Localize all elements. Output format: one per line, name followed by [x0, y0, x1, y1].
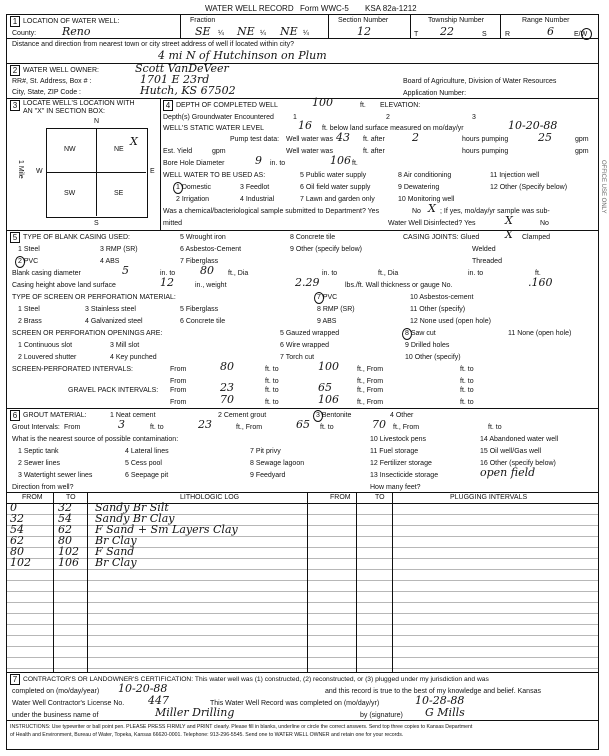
cas-asbestos[interactable]: 6 Asbestos-Cement	[180, 246, 242, 253]
opn-other[interactable]: 10 Other (specify)	[405, 354, 461, 361]
scr-rmp[interactable]: 8 RMP (SR)	[317, 306, 355, 313]
cas-other[interactable]: 9 Other (specify below)	[290, 246, 362, 253]
opn-cont[interactable]: 1 Continuous slot	[18, 342, 73, 349]
scr-steel[interactable]: 1 Steel	[18, 306, 40, 313]
bus-value: Miller Drilling	[155, 706, 235, 719]
s4-num: 4	[163, 100, 173, 111]
gi-ftto3: ft. to	[488, 424, 502, 431]
instructions-2: of Health and Environment, Bureau of Water, Topeka, Kansas 66620-0001. Telephone: 913-296-5545. Send one to WATER WELL OWNER and retain one for your records.	[10, 732, 404, 738]
diam-into2: in. to	[322, 270, 338, 277]
pump-hours: 2	[412, 131, 419, 144]
diam-into3: in. to	[468, 270, 484, 277]
gi-label: Grout Intervals:	[12, 424, 60, 431]
well-x-mark: X	[130, 135, 138, 148]
locate-label2: AN "X" IN SECTION BOX:	[23, 108, 105, 115]
depth-value: 100	[312, 96, 333, 109]
src-lagoon[interactable]: 8 Sewage lagoon	[250, 460, 305, 467]
east-label: E	[150, 168, 155, 175]
township-label: Township Number	[428, 17, 485, 24]
grav-from2: From	[170, 399, 187, 406]
diam-into: in. to	[160, 270, 176, 277]
frac1: SE	[195, 25, 211, 38]
log-cell: 102	[58, 545, 79, 558]
plug-from-head: FROM	[330, 494, 351, 501]
casing-label: TYPE OF BLANK CASING USED:	[23, 234, 130, 241]
gi-ftto2: ft. to	[320, 424, 334, 431]
gi-ftfrom: ft., From	[236, 424, 263, 431]
src-septic[interactable]: 1 Septic tank	[18, 448, 59, 455]
diam-to: 80	[200, 264, 214, 277]
section-label: Section Number	[338, 17, 389, 24]
log-cell: 62	[58, 523, 72, 536]
cert-label: CONTRACTOR'S OR LANDOWNER'S CERTIFICATION: This water well was (1) constructed, (2) reconstructed, or (3) plugged under my jurisdiction and was	[23, 676, 489, 683]
src-abandoned[interactable]: 14 Abandoned water well	[480, 436, 559, 443]
use-lawn[interactable]: 7 Lawn and garden only	[300, 196, 375, 203]
mile-label: 1 Mile	[17, 160, 24, 179]
scr-galv[interactable]: 4 Galvanized steel	[85, 318, 143, 325]
log-cell: Br Clay	[95, 534, 137, 547]
scr-asbestos[interactable]: 10 Asbestos-cement	[410, 294, 474, 301]
log-cell: F Sand + Sm Layers Clay	[95, 523, 238, 536]
joints-clamped: Clamped	[522, 234, 551, 241]
opn-mill[interactable]: 3 Mill slot	[110, 342, 140, 349]
section-value: 12	[357, 25, 371, 38]
diam-ftdia: ft., Dia	[228, 270, 249, 277]
src-oilgas[interactable]: 15 Oil well/Gas well	[480, 448, 542, 455]
quarter3: ¼	[303, 30, 309, 37]
gi-ftto: ft. to	[150, 424, 164, 431]
distance-label: Distance and direction from nearest town or city street address of well if located within city?	[12, 41, 295, 48]
cas-steel[interactable]: 1 Steel	[18, 246, 40, 253]
hours2-label: hours pumping	[462, 148, 509, 155]
log-to-head: TO	[66, 494, 76, 501]
pump-gpm: 25	[538, 131, 552, 144]
gm-neat[interactable]: 1 Neat cement	[110, 412, 156, 419]
gpm2-label: gpm	[575, 148, 589, 155]
chem-no: No	[412, 208, 421, 215]
distance-value: 4 mi N of Hutchinson on Plum	[158, 49, 327, 62]
cas-rmp[interactable]: 3 RMP (SR)	[100, 246, 138, 253]
joints-x: X	[505, 228, 513, 241]
s5-num: 5	[10, 232, 20, 243]
gauge-value: .160	[528, 276, 553, 289]
perf-from2: From	[170, 378, 187, 385]
nw-label: NW	[64, 146, 76, 153]
county-label: County:	[12, 30, 37, 37]
bore-value: 9	[255, 154, 262, 167]
perf-ftto4: ft. to	[460, 378, 474, 385]
scr-abs[interactable]: 9 ABS	[317, 318, 337, 325]
north-label: N	[94, 118, 100, 125]
opn-none[interactable]: 11 None (open hole)	[508, 330, 572, 337]
gravel-label: GRAVEL PACK INTERVALS:	[68, 387, 159, 394]
range-value: 6	[547, 25, 554, 38]
app-label: Application Number:	[403, 90, 467, 97]
grav1-to: 65	[318, 381, 332, 394]
diam-ft: ft.	[535, 270, 541, 277]
grav2-from: 70	[220, 393, 234, 406]
rec-label: This Water Well Record was completed on (mo/day/yr)	[210, 700, 380, 707]
use-feedlot[interactable]: 3 Feedlot	[240, 184, 270, 191]
elev-label: ELEVATION:	[380, 102, 421, 109]
use-other[interactable]: 12 Other (Specify below)	[490, 184, 568, 191]
opn-gauze[interactable]: 5 Gauzed wrapped	[280, 330, 340, 337]
gw3: 3	[472, 114, 476, 121]
mitted-label: mitted	[163, 220, 183, 227]
pump-label: Pump test data:	[230, 136, 280, 143]
src-feedyard[interactable]: 9 Feedyard	[250, 472, 286, 479]
opn-wire[interactable]: 6 Wire wrapped	[280, 342, 330, 349]
frac3: NE	[280, 25, 298, 38]
src-other[interactable]: 16 Other (specify below)	[480, 460, 556, 467]
gi-to2-v: 70	[372, 418, 386, 431]
src-fert[interactable]: 12 Fertilizer storage	[370, 460, 432, 467]
dir-label: Direction from well?	[12, 484, 74, 491]
src-privy[interactable]: 7 Pit privy	[250, 448, 281, 455]
src-label: What is the nearest source of possible contamination:	[12, 436, 179, 443]
instructions-1: INSTRUCTIONS: Use typewriter or ball point pen. PLEASE PRESS FIRMLY and PRINT clearly. Please fill in blanks, underline or circle the correct answers. Send top three copies to Kansas Department	[10, 724, 473, 730]
plug-to-head: TO	[375, 494, 385, 501]
yield-label: Est. Yield	[163, 148, 193, 155]
weight-value: 2.29	[295, 276, 320, 289]
west-label: W	[36, 168, 43, 175]
gi-ftfrom2: ft., From	[393, 424, 420, 431]
disinf-x: X	[505, 214, 513, 227]
use-label: WELL WATER TO BE USED AS:	[163, 172, 266, 179]
src-seepage[interactable]: 6 Seepage pit	[125, 472, 169, 479]
bore-to: 106	[330, 154, 351, 167]
cas-fiberglass[interactable]: 7 Fiberglass	[180, 258, 219, 265]
comp-label: completed on (mo/day/year)	[12, 688, 100, 695]
gpm-label: gpm	[575, 136, 589, 143]
use-injection[interactable]: 11 Injection well	[490, 172, 540, 179]
src-fuel[interactable]: 11 Fuel storage	[370, 448, 419, 455]
log-cell: 32	[10, 512, 24, 525]
cas-abs[interactable]: 4 ABS	[100, 258, 120, 265]
after2-label: ft. after	[363, 148, 385, 155]
t-label: T	[414, 31, 419, 38]
form-number: Form WWC-5	[300, 4, 349, 13]
gm-cement[interactable]: 2 Cement grout	[218, 412, 267, 419]
pump-level: 43	[336, 131, 350, 144]
rec-value: 10-28-88	[415, 694, 465, 707]
log-from-head: FROM	[22, 494, 43, 501]
perf-from: From	[170, 366, 187, 373]
gw-label: Depth(s) Groundwater Encountered	[163, 114, 274, 121]
scr-stainless[interactable]: 3 Stainless steel	[85, 306, 136, 313]
weight-label: in., weight	[195, 282, 227, 289]
quarter2: ¼	[260, 30, 266, 37]
gm-other[interactable]: 4 Other	[390, 412, 414, 419]
s1-label: LOCATION OF WATER WELL:	[23, 18, 120, 25]
s2-num: 2	[10, 65, 20, 76]
log-cell: Sandy Br Silt	[95, 501, 169, 514]
ft-label: ft.	[360, 102, 366, 109]
frac2: NE	[237, 25, 255, 38]
grav-from: From	[170, 387, 187, 394]
grav-ftto4: ft. to	[460, 399, 474, 406]
gi-from2-v: 65	[296, 418, 310, 431]
screen-label: TYPE OF SCREEN OR PERFORATION MATERIAL:	[12, 294, 176, 301]
board-label: Board of Agriculture, Division of Water Resources	[403, 78, 557, 85]
perf-ftto: ft. to	[265, 366, 279, 373]
addr-label: RR#, St. Address, Box # :	[12, 78, 92, 85]
wwas-label: Well water was	[286, 136, 333, 143]
bus-label: under the business name of	[12, 712, 99, 719]
cas-concrete[interactable]: 8 Concrete tile	[290, 234, 336, 241]
use-public[interactable]: 5 Public water supply	[300, 172, 367, 179]
use-domestic[interactable]: 1 Domestic	[176, 184, 212, 191]
opn-drill[interactable]: 9 Drilled holes	[405, 342, 450, 349]
diam-ftdia2: ft., Dia	[378, 270, 399, 277]
bore-into: in. to	[270, 160, 286, 167]
grav-ftfrom2: ft., From	[357, 399, 384, 406]
form-title: WATER WELL RECORD	[205, 4, 294, 13]
grav-ftfrom: ft., From	[357, 387, 384, 394]
chem-x: X	[428, 202, 436, 215]
grav-ftto3: ft. to	[265, 399, 279, 406]
log-cell: F Sand	[95, 545, 135, 558]
scr-brass[interactable]: 2 Brass	[18, 318, 42, 325]
log-cell: 106	[58, 556, 79, 569]
log-cell: 0	[10, 501, 17, 514]
ne-label: NE	[114, 146, 124, 153]
gi-from-v: 3	[118, 418, 125, 431]
owner-value: Scott VanDeVeer	[135, 62, 229, 75]
disinf-no: No	[540, 220, 549, 227]
static-date: 10-20-88	[508, 119, 558, 132]
owner-label: WATER WELL OWNER:	[23, 67, 99, 74]
office-use-sidebar: OFFICE USE ONLY	[600, 160, 606, 214]
s3-num: 3	[10, 100, 20, 111]
src-livestock[interactable]: 10 Livestock pens	[370, 436, 427, 443]
use-industrial[interactable]: 4 Industrial	[240, 196, 275, 203]
joints-label: CASING JOINTS: Glued	[403, 234, 480, 241]
addr-value: 1701 E 23rd	[140, 73, 210, 86]
lbsft-label: lbs./ft. Wall thickness or gauge No.	[345, 282, 453, 289]
opn-torch[interactable]: 7 Torch cut	[280, 354, 315, 361]
gi-from: From	[64, 424, 81, 431]
log-cell: 80	[58, 534, 72, 547]
scr-pvc[interactable]: 7 PVC	[317, 294, 338, 301]
howmany-label: How many feet?	[370, 484, 421, 491]
log-cell: 102	[10, 556, 31, 569]
city-value: Hutch, KS 67502	[140, 84, 236, 97]
lic-value: 447	[148, 694, 169, 707]
use-ac[interactable]: 8 Air conditioning	[398, 172, 452, 179]
opn-louver[interactable]: 2 Louvered shutter	[18, 354, 77, 361]
height-value: 12	[160, 276, 174, 289]
s6-num: 6	[10, 410, 20, 421]
by-label: by (signature)	[360, 712, 403, 719]
ifyes-label: ; If yes, mo/day/yr sample was sub-	[440, 208, 550, 215]
disinf-label: Water Well Disinfected? Yes	[388, 220, 476, 227]
perf-from-v: 80	[220, 360, 234, 373]
perf-to-v: 100	[318, 360, 339, 373]
log-cell: Sandy Br Clay	[95, 512, 175, 525]
log-litho-head: LITHOLOGIC LOG	[180, 494, 240, 501]
sw-label: SW	[64, 190, 76, 197]
hours-label: hours pumping	[462, 136, 509, 143]
bore-ft: ft.	[352, 160, 358, 167]
south-label: S	[94, 220, 99, 227]
scr-other[interactable]: 11 Other (specify)	[410, 306, 466, 313]
gi-to-v: 23	[198, 418, 212, 431]
use-oilfield[interactable]: 6 Oil field water supply	[300, 184, 371, 191]
gm-bentonite[interactable]: 3 Bentonite	[316, 412, 352, 419]
s-label: S	[482, 31, 487, 38]
src-lateral[interactable]: 4 Lateral lines	[125, 448, 169, 455]
signature: G Mills	[425, 706, 465, 719]
log-cell: 62	[10, 534, 24, 547]
scr-none[interactable]: 12 None used (open hole)	[410, 318, 491, 325]
perf-label: SCREEN-PERFORATED INTERVALS:	[12, 366, 133, 373]
static-label: WELL'S STATIC WATER LEVEL	[163, 125, 265, 132]
fraction-label: Fraction	[190, 17, 216, 24]
use-irrigation[interactable]: 2 Irrigation	[176, 196, 210, 203]
opn-key[interactable]: 4 Key punched	[110, 354, 157, 361]
wwas2-label: Well water was	[286, 148, 333, 155]
log-cell: 54	[10, 523, 24, 536]
chem-label: Was a chemical/bacteriological sample submitted to Department? Yes	[163, 208, 380, 215]
log-cell: Br Clay	[95, 556, 137, 569]
county-value: Reno	[62, 25, 91, 38]
src-watertight[interactable]: 3 Watertight sewer lines	[18, 472, 93, 479]
after-label: ft. after	[363, 136, 385, 143]
grout-label: GROUT MATERIAL:	[23, 412, 87, 419]
r-label: R	[505, 31, 511, 38]
height-label: Casing height above land surface	[12, 282, 116, 289]
perf-ftto3: ft. to	[265, 378, 279, 385]
diam-label: Blank casing diameter	[12, 270, 81, 277]
src-other-value: open field	[480, 466, 536, 479]
scr-fiber[interactable]: 5 Fiberglass	[180, 306, 219, 313]
city-label: City, State, ZIP Code :	[12, 89, 81, 96]
range-label: Range Number	[522, 17, 570, 24]
below-label: ft. below land surface measured on mo/day/yr	[322, 125, 464, 132]
use-dewater[interactable]: 9 Dewatering	[398, 184, 440, 191]
joints-welded: Welded	[472, 246, 496, 253]
township-value: 22	[440, 25, 454, 38]
true-label: and this record is true to the best of my knowledge and belief. Kansas	[325, 688, 541, 695]
scr-concrete[interactable]: 6 Concrete tile	[180, 318, 226, 325]
grav1-from: 23	[220, 381, 234, 394]
s7-num: 7	[10, 674, 20, 685]
cas-pvc[interactable]: 2 PVC	[18, 258, 39, 265]
gw2: 2	[386, 114, 390, 121]
src-sewer[interactable]: 2 Sewer lines	[18, 460, 61, 467]
ew-label: E/W	[574, 31, 588, 38]
open-label: SCREEN OR PERFORATION OPENINGS ARE:	[12, 330, 163, 337]
lic-label: Water Well Contractor's License No.	[12, 700, 125, 707]
grav-ftto: ft. to	[265, 387, 279, 394]
quarter1: ¼	[218, 30, 224, 37]
grav2-to: 106	[318, 393, 339, 406]
opn-saw[interactable]: 8 Saw cut	[405, 330, 436, 337]
ksa: KSA 82a-1212	[365, 4, 417, 13]
src-cess[interactable]: 5 Cess pool	[125, 460, 162, 467]
cas-wrought[interactable]: 5 Wrought iron	[180, 234, 226, 241]
s1-num: 1	[10, 16, 20, 27]
log-cell: 80	[10, 545, 24, 558]
gw1: 1	[293, 114, 297, 121]
log-cell: 54	[58, 512, 72, 525]
perf-ftto2: ft. to	[460, 366, 474, 373]
perf-ftfrom2: ft., From	[357, 378, 384, 385]
perf-ftfrom: ft., From	[357, 366, 384, 373]
locate-label: LOCATE WELL'S LOCATION WITH	[23, 100, 135, 107]
log-cell: 32	[58, 501, 72, 514]
yield-gpm: gpm	[212, 148, 226, 155]
diam-value: 5	[122, 264, 129, 277]
src-insect[interactable]: 13 Insecticide storage	[370, 472, 439, 479]
depth-label: DEPTH OF COMPLETED WELL	[176, 102, 278, 109]
comp-value: 10-20-88	[118, 682, 168, 695]
joints-threaded: Threaded	[472, 258, 502, 265]
se-label: SE	[114, 190, 124, 197]
grav-ftto2: ft. to	[460, 387, 474, 394]
use-monitor[interactable]: 10 Monitoring well	[398, 196, 455, 203]
plug-head: PLUGGING INTERVALS	[450, 494, 528, 501]
static-value: 16	[298, 119, 312, 132]
bore-label: Bore Hole Diameter	[163, 160, 225, 167]
